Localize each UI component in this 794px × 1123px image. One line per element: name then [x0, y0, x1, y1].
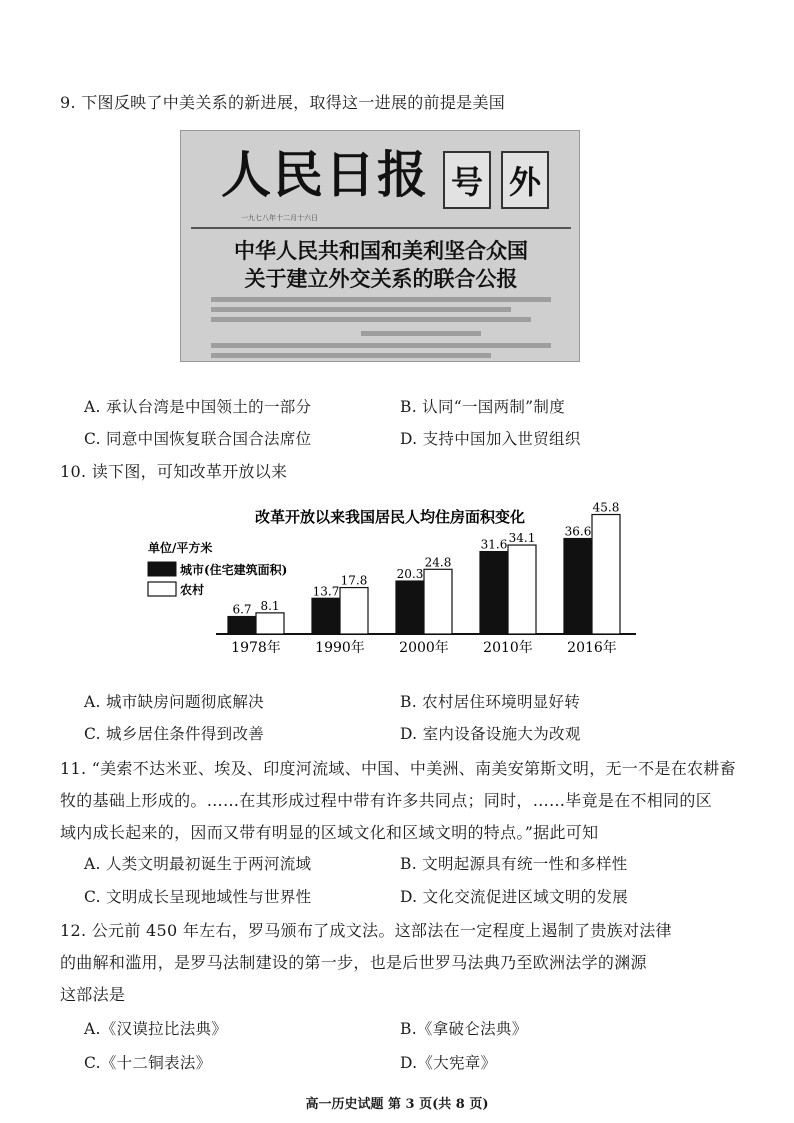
q11-option-a: A. 人类文明最初诞生于两河流域: [84, 855, 312, 873]
q10-option-c: C. 城乡居住条件得到改善: [84, 725, 265, 743]
q10-option-a: A. 城市缺房问题彻底解决: [84, 693, 264, 711]
data-label-urban-3: 31.6: [480, 537, 508, 552]
newspaper-photo: [180, 130, 580, 362]
category-label-3: 2010年: [483, 640, 533, 656]
bar-rural-4: [592, 515, 620, 634]
q11-stem-line-2: 牧的基础上形成的。……在其形成过程中带有许多共同点；同时，……毕竟是在不相同的区: [60, 791, 713, 810]
q12-stem-line-3: 这部法是: [60, 985, 126, 1004]
page-footer: 高一历史试题 第 3 页(共 8 页): [305, 1097, 489, 1112]
legend-label-urban: 城市(住宅建筑面积): [180, 563, 288, 577]
data-label-rural-4: 45.8: [592, 500, 620, 515]
newspaper-headline-2: 关于建立外交关系的联合公报: [244, 267, 518, 291]
newspaper-small-print: [211, 297, 551, 302]
q9-option-d: D. 支持中国加入世贸组织: [400, 430, 581, 448]
q9-option-c: C. 同意中国恢复联合国合法席位: [84, 430, 312, 448]
bar-urban-2: [396, 581, 424, 634]
data-label-rural-0: 8.1: [260, 598, 280, 613]
q12-option-b: B.《拿破仑法典》: [400, 1020, 528, 1038]
newspaper-small-print: [211, 307, 511, 312]
data-label-urban-2: 20.3: [396, 567, 424, 582]
data-label-rural-2: 24.8: [424, 555, 452, 570]
legend-swatch-rural: [148, 582, 176, 596]
q10-stem: 10. 读下图，可知改革开放以来: [60, 462, 288, 481]
bar-urban-4: [564, 539, 592, 634]
newspaper-small-print: [211, 353, 491, 358]
newspaper-small-print: [211, 343, 551, 348]
newspaper-small-print: [361, 331, 481, 336]
q9-stem: 9. 下图反映了中美关系的新进展，取得这一进展的前提是美国: [60, 93, 506, 112]
q11-stem-line-3: 域内成长起来的，因而又带有明显的区域文化和区域文明的特点。”据此可知: [60, 823, 599, 842]
q12-option-a: A.《汉谟拉比法典》: [84, 1020, 228, 1038]
data-label-rural-3: 34.1: [508, 531, 536, 546]
bar-rural-0: [256, 613, 284, 634]
housing-area-chart: [140, 500, 660, 660]
q11-option-c: C. 文明成长呈现地域性与世界性: [84, 888, 312, 906]
q11-stem-line-1: 11. “美索不达米亚、埃及、印度河流域、中国、中美洲、南美安第斯文明，无一不是在农耕畜: [60, 759, 736, 778]
bar-rural-3: [508, 545, 536, 634]
newspaper-rule: [191, 227, 571, 229]
category-label-2: 2000年: [399, 640, 449, 656]
bar-rural-1: [340, 588, 368, 634]
category-label-4: 2016年: [567, 640, 617, 656]
category-label-0: 1978年: [231, 640, 281, 656]
newspaper-headline-1: 中华人民共和国和美利坚合众国: [234, 239, 528, 263]
newspaper-extra-char-2: 外: [501, 151, 549, 209]
bar-urban-0: [228, 617, 256, 634]
q12-option-c: C.《十二铜表法》: [84, 1054, 212, 1072]
chart-title: 改革开放以来我国居民人均住房面积变化: [254, 508, 526, 526]
data-label-rural-1: 17.8: [340, 573, 368, 588]
newspaper-extra-char-1: 号: [443, 151, 491, 209]
q10-option-b: B. 农村居住环境明显好转: [400, 693, 581, 711]
legend-swatch-urban: [148, 562, 176, 576]
newspaper-masthead: 人民日报: [221, 145, 429, 204]
q12-stem-line-1: 12. 公元前 450 年左右，罗马颁布了成文法。这部法在一定程度上遏制了贵族对法律: [60, 921, 672, 940]
q10-option-d: D. 室内设备设施大为改观: [400, 725, 581, 743]
newspaper-small-print: [211, 317, 531, 322]
q11-option-d: D. 文化交流促进区域文明的发展: [400, 888, 629, 906]
data-label-urban-1: 13.7: [312, 584, 340, 599]
chart-unit-label: 单位/平方米: [148, 541, 213, 555]
bar-urban-3: [480, 552, 508, 634]
q12-stem-line-2: 的曲解和滥用，是罗马法制建设的第一步，也是后世罗马法典乃至欧洲法学的渊源: [60, 953, 647, 972]
q12-option-d: D.《大宪章》: [400, 1054, 497, 1072]
legend-label-rural: 农村: [180, 583, 205, 597]
data-label-urban-0: 6.7: [232, 602, 252, 617]
category-label-1: 1990年: [315, 640, 365, 656]
bar-rural-2: [424, 569, 452, 634]
q9-option-b: B. 认同“一国两制”制度: [400, 398, 565, 416]
q9-option-a: A. 承认台湾是中国领土的一部分: [84, 398, 312, 416]
bar-urban-1: [312, 598, 340, 634]
data-label-urban-4: 36.6: [564, 524, 592, 539]
newspaper-date: 一九七八年十二月十六日: [241, 214, 318, 222]
q11-option-b: B. 文明起源具有统一性和多样性: [400, 855, 628, 873]
